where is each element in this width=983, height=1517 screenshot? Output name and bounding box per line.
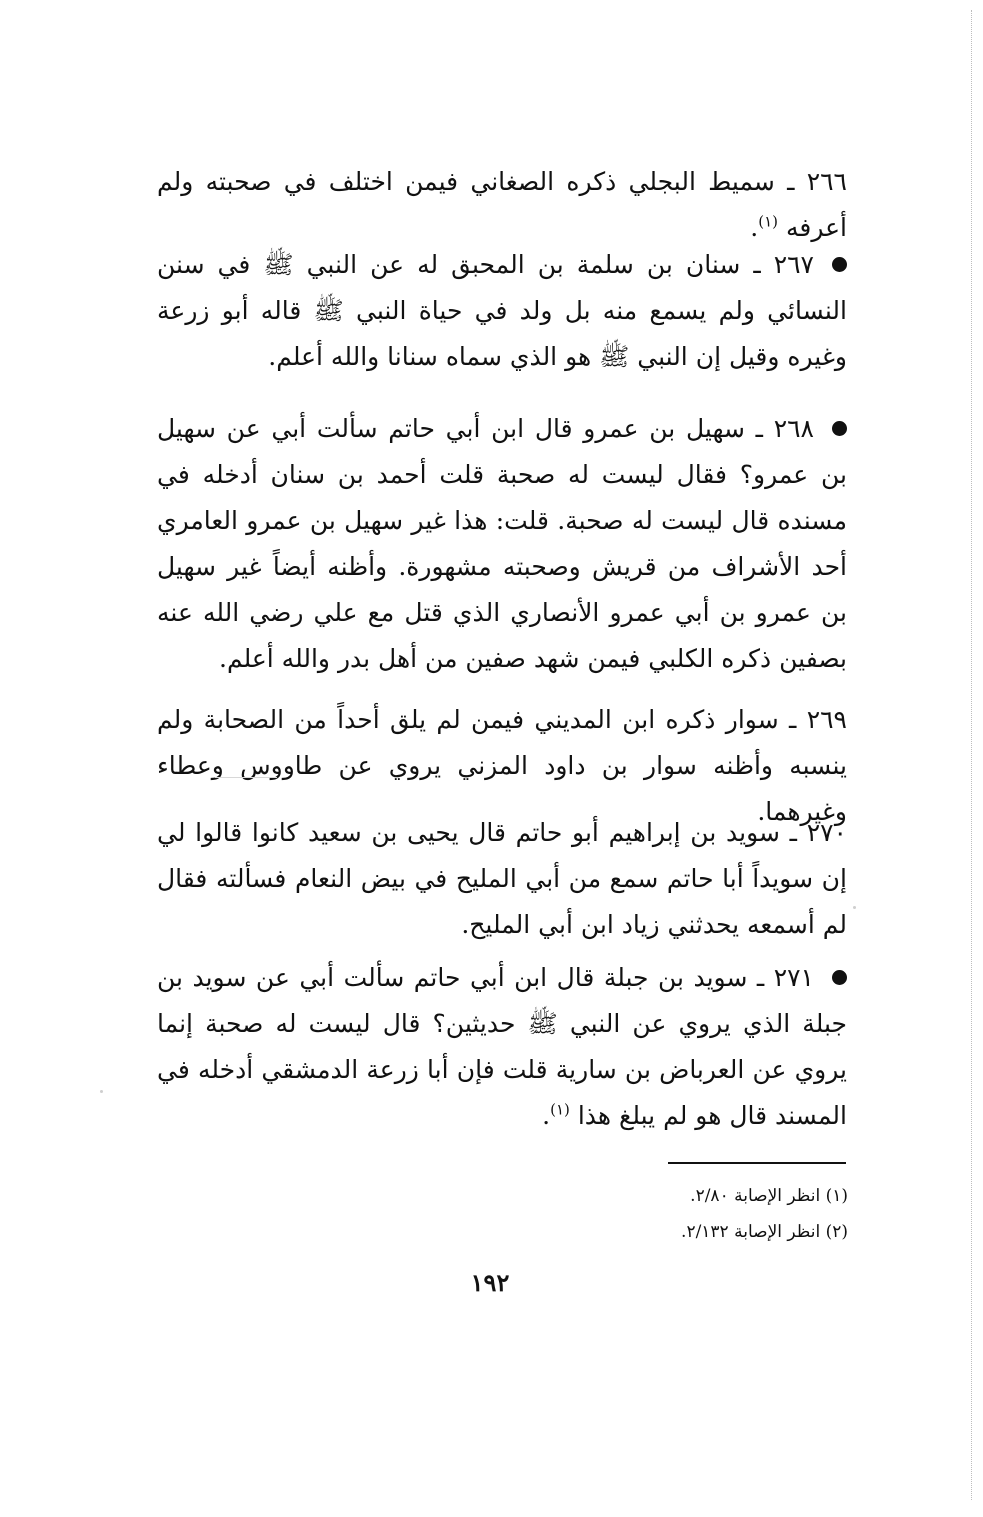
entry-text: ٢٧٠ ـ سويد بن إبراهيم أبو حاتم قال يحيى بن سعيد كانوا قالوا لي إن سويداً أبا حاتم سمع من أبي المليح في بيض النعام فسألته فقال لم أسمعه يحدثني زياد ابن أبي المليح. xyxy=(157,818,847,939)
footnote-ref: (١) xyxy=(550,1100,570,1119)
entry-text: ٢٦٩ ـ سوار ذكره ابن المديني فيمن لم يلق أحداً من الصحابة ولم ينسبه وأظنه سوار بن داود المزني يروي عن طاووس وعطاء وغيرهما. xyxy=(157,705,847,826)
entry-text: ٢٧١ ـ سويد بن جبلة قال ابن أبي حاتم سألت أبي عن سويد بن جبلة الذي يروي عن النبي ﷺ حديثين؟ قال ليست له صحبة إنما يروي عن العرباض بن سارية قلت فإن أبا زرعة الدمشقي أدخله في المسند قال هو لم يبلغ هذا xyxy=(157,963,847,1130)
bullet-dot xyxy=(832,970,847,985)
bullet-dot xyxy=(832,257,847,272)
entry-tail: . xyxy=(750,213,759,242)
entry-270 xyxy=(157,810,847,948)
scan-speck xyxy=(853,906,856,909)
footnote-2: (٢) انظر الإصابة ٢/١٣٢. xyxy=(681,1222,848,1242)
page-edge-dots xyxy=(971,10,972,1500)
entry-text: ٢٦٦ ـ سميط البجلي ذكره الصغاني فيمن اختلف في صحبته ولم أعرفه xyxy=(157,167,847,242)
footnote-ref: (١) xyxy=(758,212,779,231)
entry-271 xyxy=(157,955,847,1139)
entry-text: ٢٦٨ ـ سهيل بن عمرو قال ابن أبي حاتم سألت أبي عن سهيل بن عمرو؟ فقال ليست له صحبة قلت أحمد بن سنان أدخله في مسنده قال ليست له صحبة. قلت: هذا غير سهيل بن عمرو العامري أحد الأشراف من قريش وصحبته مشهورة. وأظنه أيضاً غير سهيل بن عمرو بن أبي عمرو الأنصاري الذي قتل مع علي رضي الله عنه بصفين ذكره الكلبي فيمن شهد صفين من أهل بدر والله أعلم. xyxy=(157,414,847,673)
footnote-separator xyxy=(668,1162,846,1164)
scan-mark xyxy=(215,777,277,778)
entry-266 xyxy=(157,159,847,251)
entry-268 xyxy=(157,406,847,682)
entry-text: ٢٦٧ ـ سنان بن سلمة بن المحبق له عن النبي ﷺ في سنن النسائي ولم يسمع منه بل ولد في حياة النبي ﷺ قاله أبو زرعة وغيره وقيل إن النبي ﷺ هو الذي سماه سنانا والله أعلم. xyxy=(157,250,847,371)
bullet-dot xyxy=(832,421,847,436)
scan-speck xyxy=(100,1090,103,1093)
entry-267 xyxy=(157,242,847,380)
entry-tail: . xyxy=(542,1101,551,1130)
footnote-1: (١) انظر الإصابة ٢/٨٠. xyxy=(690,1186,848,1206)
page-number: ١٩٢ xyxy=(470,1268,510,1297)
